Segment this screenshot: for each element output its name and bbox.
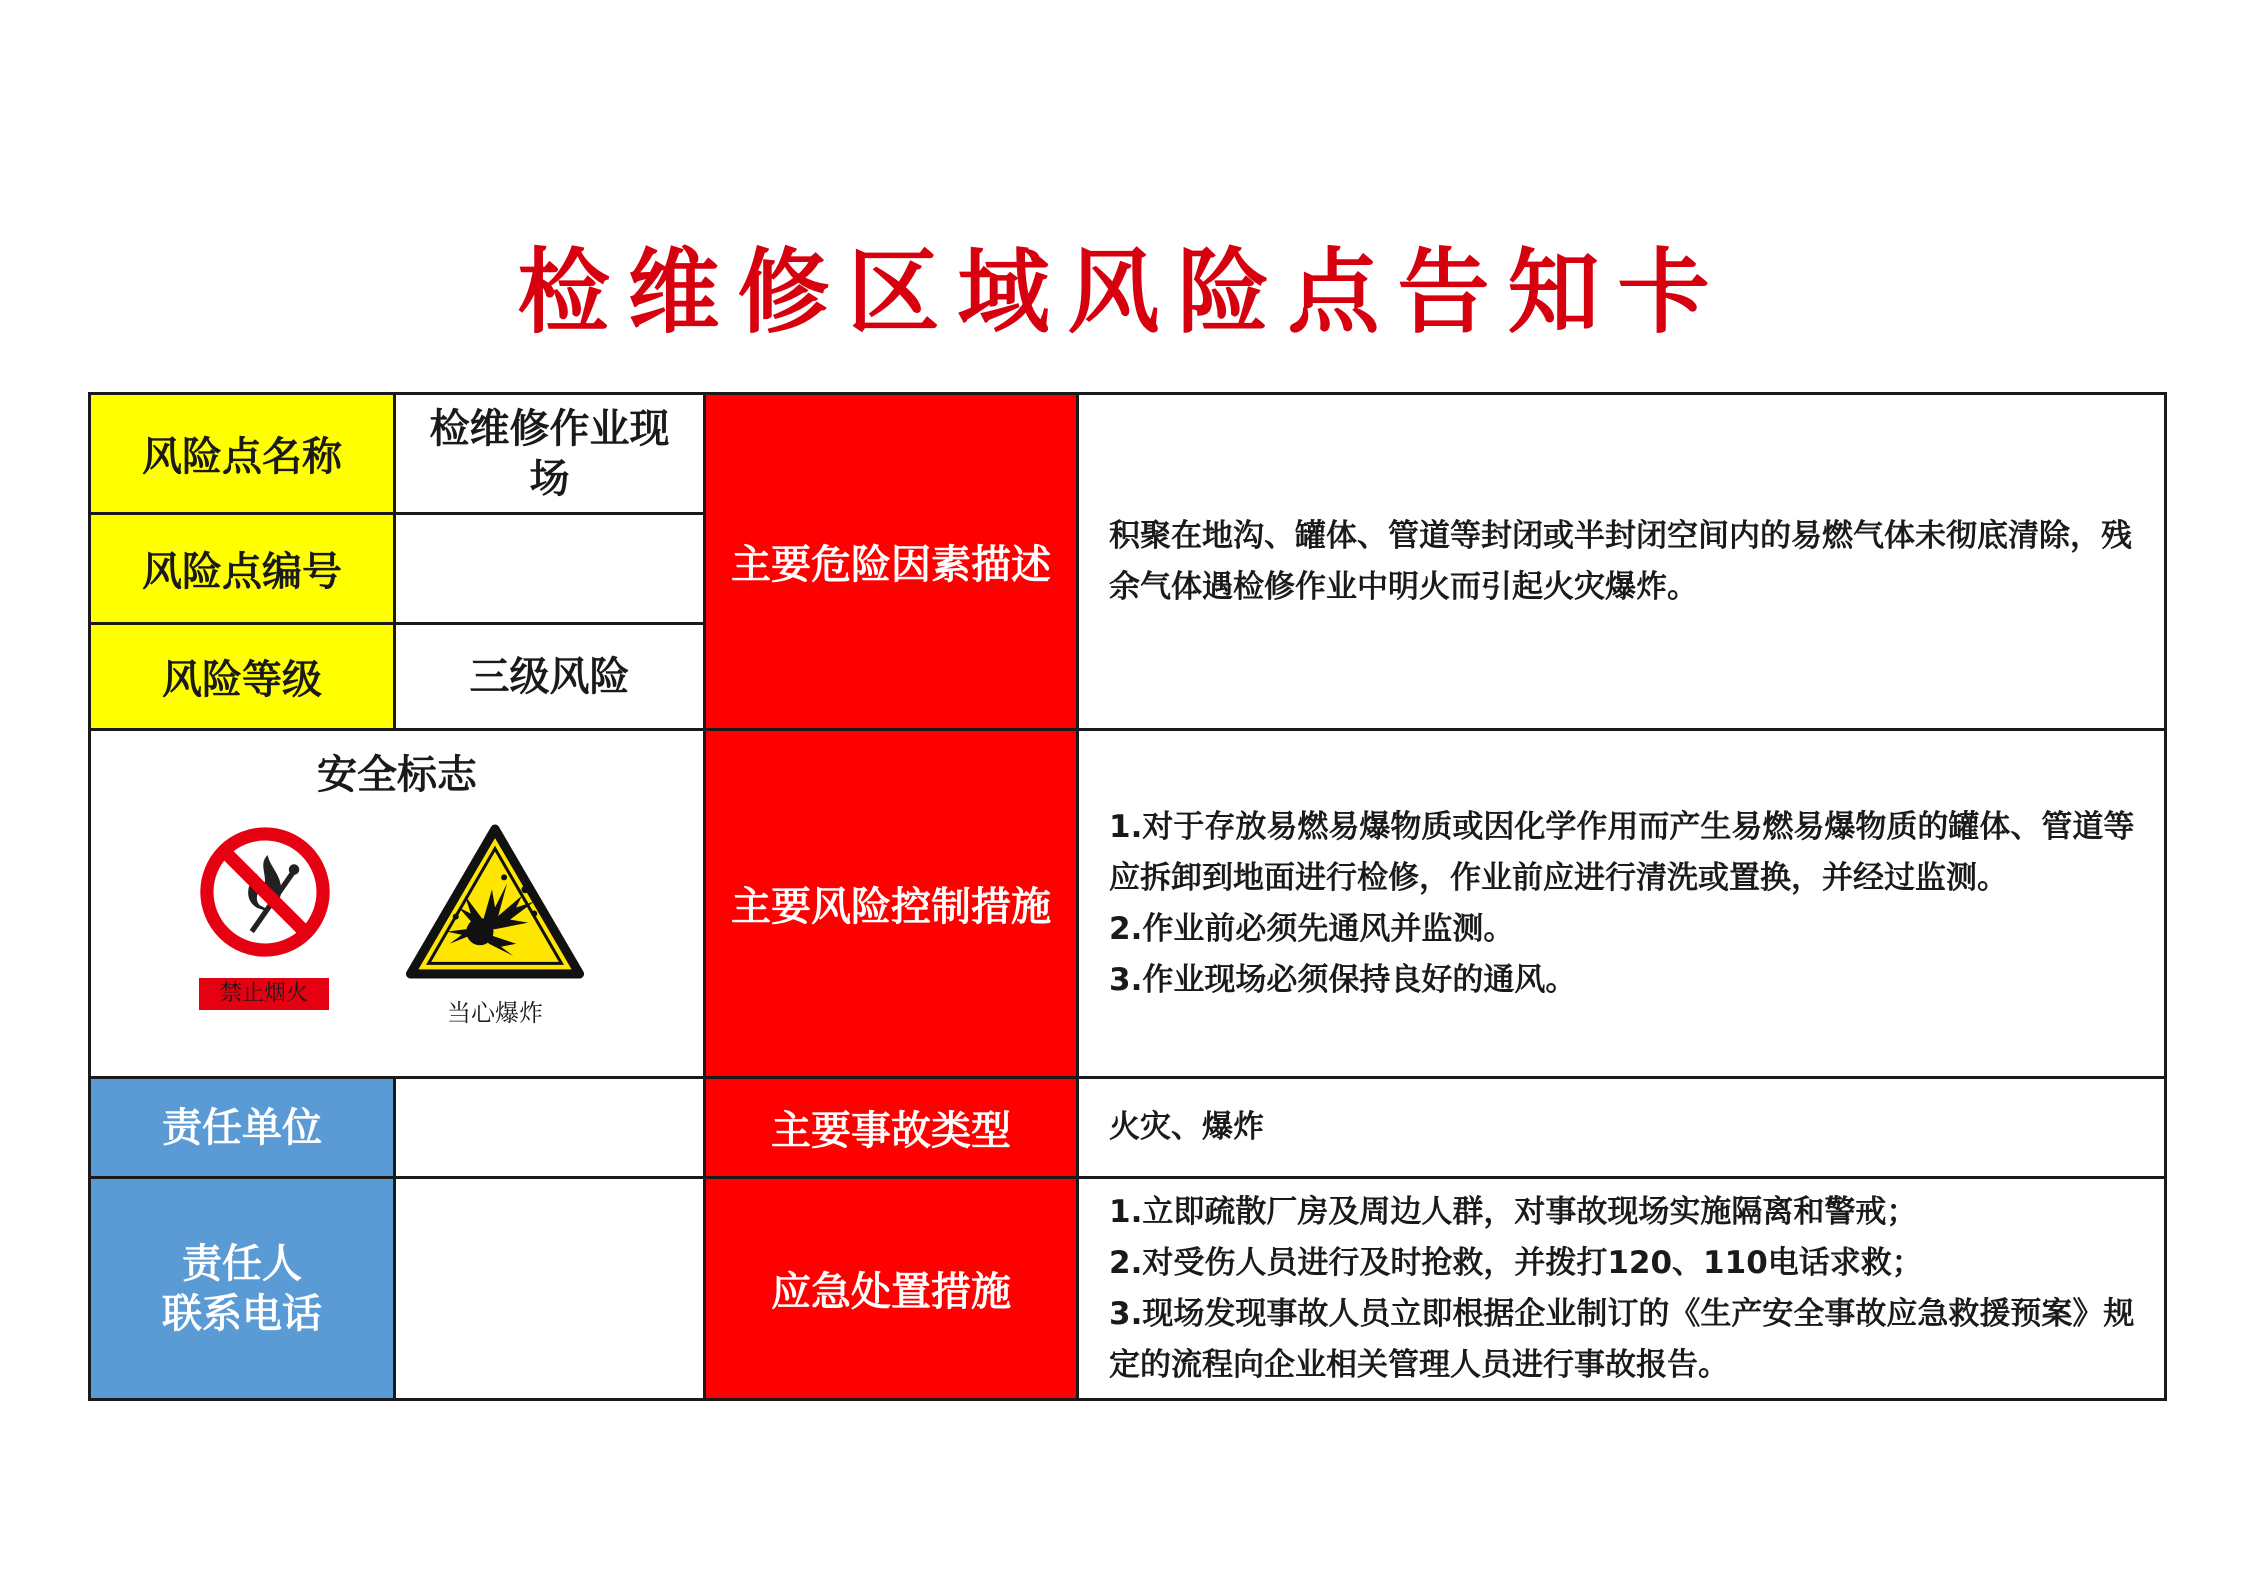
responsible-person-value	[395, 1178, 705, 1400]
responsible-person-label-line1: 责任人	[182, 1240, 302, 1287]
responsible-unit-value	[395, 1078, 705, 1178]
page-title: 检维修区域风险点告知卡	[517, 239, 1728, 346]
risk-card-table	[88, 392, 2167, 1401]
hazard-description: 积聚在地沟、罐体、管道等封闭或半封闭空间内的易燃气体未彻底清除，残余气体遇检修作业中明火而引起火灾爆炸。	[1078, 394, 2166, 730]
responsible-person-label-line2: 联系电话	[162, 1290, 322, 1337]
no-fire-sign-label: 禁止烟火	[199, 978, 329, 1010]
risk-code-value	[395, 514, 705, 624]
accident-type-label: 主要事故类型	[705, 1078, 1078, 1178]
risk-level-value: 三级风险	[395, 624, 705, 730]
emergency-measures	[1078, 1178, 2166, 1400]
safety-signs-panel	[90, 730, 705, 1078]
responsible-unit-label: 责任单位	[90, 1078, 395, 1178]
accident-type-value: 火灾、爆炸	[1078, 1078, 2166, 1178]
risk-level-label: 风险等级	[90, 624, 395, 730]
risk-name-value: 检维修作业现场	[395, 394, 705, 514]
risk-name-label: 风险点名称	[90, 394, 395, 514]
emergency-label: 应急处置措施	[705, 1178, 1078, 1400]
control-measures	[1078, 730, 2166, 1078]
control-item: 2.作业前必须先通风并监测。	[1109, 910, 1515, 947]
explosion-sign-label: 当心爆炸	[447, 999, 543, 1027]
emergency-item: 3.现场发现事故人员立即根据企业制订的《生产安全事故应急救援预案》规定的流程向企业相关管理人员进行事故报告。	[1109, 1295, 2135, 1383]
control-item: 1.对于存放易燃易爆物质或因化学作用而产生易燃易爆物质的罐体、管道等应拆卸到地面进行检修，作业前应进行清洗或置换，并经过监测。	[1109, 808, 2135, 896]
risk-code-label: 风险点编号	[90, 514, 395, 624]
responsible-person-label	[90, 1178, 395, 1400]
no-fire-sign-icon	[199, 826, 331, 958]
explosion-warning-sign-icon	[404, 823, 586, 983]
control-label: 主要风险控制措施	[705, 730, 1078, 1078]
emergency-item: 2.对受伤人员进行及时抢救，并拨打120、110电话求救；	[1109, 1244, 1923, 1281]
emergency-item: 1.立即疏散厂房及周边人群，对事故现场实施隔离和警戒；	[1109, 1193, 1918, 1230]
control-item: 3.作业现场必须保持良好的通风。	[1109, 961, 1577, 998]
hazard-label: 主要危险因素描述	[705, 394, 1078, 730]
safety-signs-title: 安全标志	[317, 752, 477, 798]
